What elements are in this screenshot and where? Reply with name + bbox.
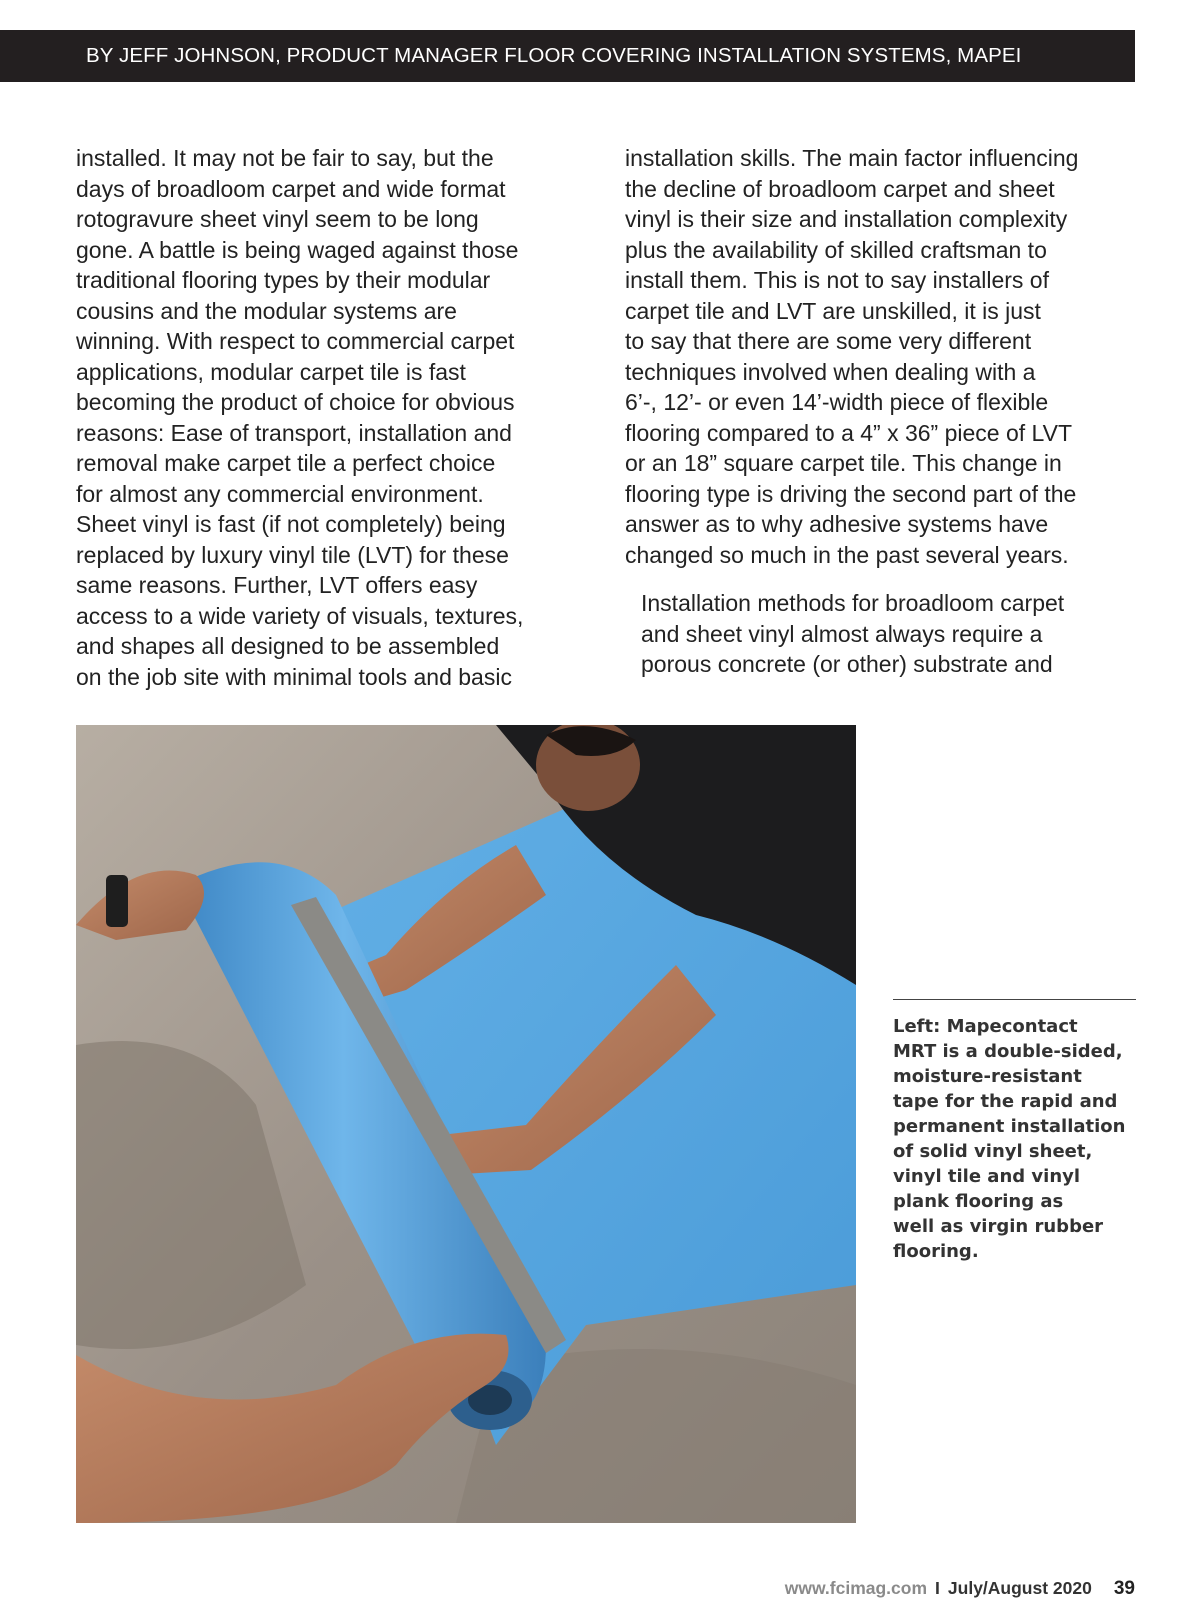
text-line: installation skills. The main factor influencing [625,145,1079,171]
byline: BY JEFF JOHNSON, PRODUCT MANAGER FLOOR COVERING INSTALLATION SYSTEMS, MAPEI [86,44,1022,67]
text-line: plus the availability of skilled craftsman to [625,236,1047,263]
text-line: changed so much in the past several years. [625,541,1069,568]
text-line: Left: Mapecontact [893,1016,1078,1037]
text-line: traditional flooring types by their modular [76,267,491,293]
text-line: gone. A battle is being waged against those [76,236,519,263]
text-line: reasons: Ease of transport, installation and [76,419,512,446]
text-line: techniques involved when dealing with a [625,358,1036,385]
text-line: flooring type is driving the second part of the [625,480,1077,507]
text-line: flooring compared to a 4” x 36” piece of LVT [625,419,1073,446]
photo-illustration [76,725,856,1523]
footer-issue: July/August 2020 [947,1578,1092,1598]
text-line: answer as to why adhesive systems have [625,511,1049,537]
text-line: moisture-resistant [893,1066,1082,1087]
caption-rule [893,999,1136,1000]
footer-separator: I [935,1578,940,1598]
text-line: on the job site with minimal tools and basic [76,663,512,690]
text-line: winning. With respect to commercial carpet [76,328,515,354]
paragraph [625,143,1135,570]
text-line: for almost any commercial environment. [76,480,484,507]
text-line: and sheet vinyl almost always require a [641,620,1043,647]
footer-url[interactable]: www.fcimag.com [784,1578,928,1598]
photo-caption [893,1014,1138,1264]
text-line: install them. This is not to say installers of [625,267,1049,293]
text-line: installed. It may not be fair to say, but the [76,145,494,171]
text-line: or an 18” square carpet tile. This change in [625,450,1062,476]
text-line: applications, modular carpet tile is fast [76,358,466,385]
page-footer [0,1578,1135,1600]
text-line: porous concrete (or other) substrate and [641,651,1053,677]
paragraph [625,588,1135,680]
text-line: the decline of broadloom carpet and sheet [625,175,1055,202]
byline-bar [0,30,1135,82]
text-line: carpet tile and LVT are unskilled, it is just [625,297,1041,324]
text-line: plank flooring as [893,1191,1064,1212]
text-line: access to a wide variety of visuals, textures, [76,602,524,629]
text-line: 6’-, 12’- or even 14’-width piece of flexible [625,389,1049,415]
text-line: vinyl is their size and installation complexity [625,206,1068,232]
text-line: becoming the product of choice for obvious [76,389,515,415]
text-line: well as virgin rubber [893,1216,1104,1237]
text-line: removal make carpet tile a perfect choice [76,450,496,476]
text-line: replaced by luxury vinyl tile (LVT) for these [76,541,509,568]
text-line: tape for the rapid and [893,1091,1118,1112]
text-line: to say that there are some very different [625,328,1032,354]
text-line: and shapes all designed to be assembled [76,633,500,659]
text-line: permanent installation [893,1116,1126,1137]
text-line: days of broadloom carpet and wide format [76,175,506,202]
text-line: rotogravure sheet vinyl seem to be long [76,206,479,232]
text-line: flooring. [893,1241,979,1262]
text-line: same reasons. Further, LVT offers easy [76,572,478,598]
text-line: of solid vinyl sheet, [893,1141,1093,1162]
text-line: Installation methods for broadloom carpet [641,590,1065,616]
article-column-right [625,143,1135,680]
text-line: MRT is a double-sided, [893,1041,1123,1062]
installation-photo [76,725,856,1523]
page-number: 39 [1113,1578,1135,1599]
text-line: vinyl tile and vinyl [893,1166,1081,1187]
text-line: cousins and the modular systems are [76,297,457,324]
article-column-left [76,143,576,692]
text-line: Sheet vinyl is fast (if not completely) being [76,511,506,537]
paragraph [76,143,576,692]
